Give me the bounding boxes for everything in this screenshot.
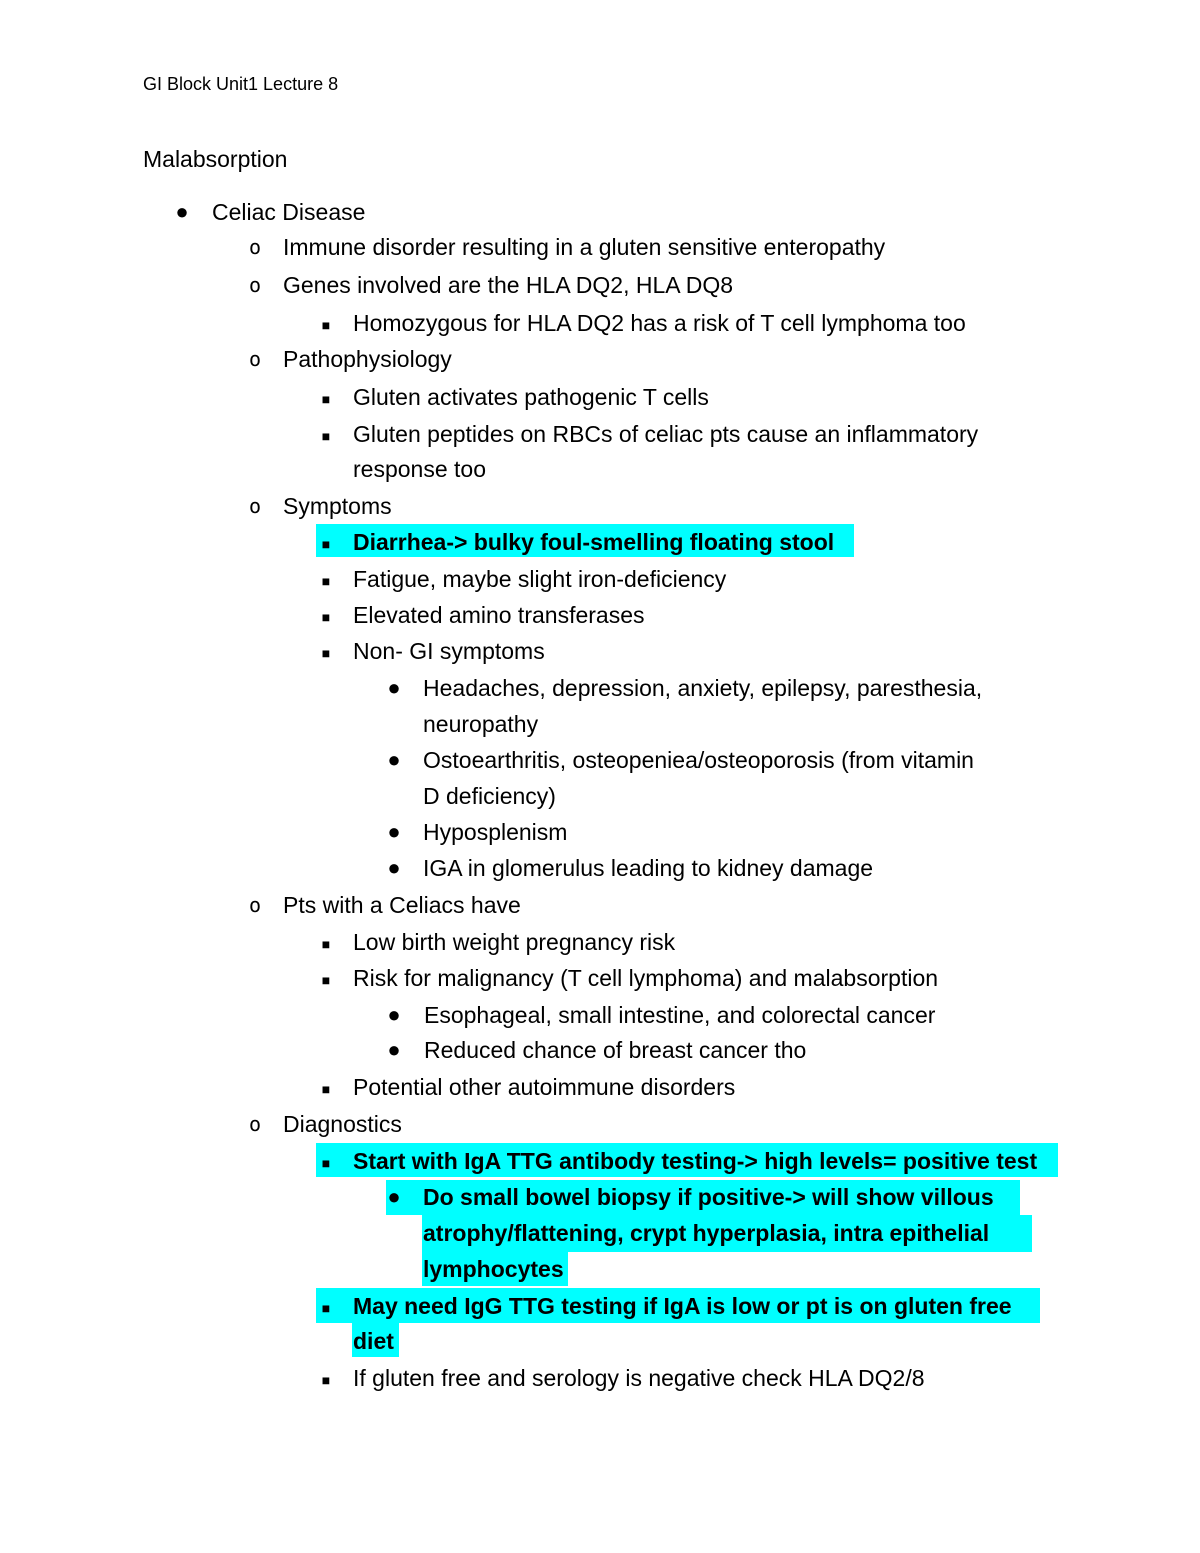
- bullet-circle-icon: o: [248, 273, 262, 297]
- bullet-square-icon: ■: [321, 936, 331, 952]
- list-item-biopsy-cont-2: lymphocytes: [423, 1256, 564, 1282]
- bullet-square-icon: ■: [321, 1155, 331, 1171]
- bullet-disc-icon: ●: [387, 819, 401, 844]
- bullet-circle-icon: o: [248, 893, 262, 917]
- bullet-square-icon: ■: [321, 1300, 331, 1316]
- bullet-disc-icon: ●: [387, 1037, 401, 1062]
- section-title: Malabsorption: [143, 146, 288, 172]
- list-item-headaches-cont: neuropathy: [423, 711, 539, 737]
- bullet-disc-icon: ●: [387, 747, 401, 772]
- page-header: GI Block Unit1 Lecture 8: [143, 74, 339, 94]
- document-page: GI Block Unit1 Lecture 8 Malabsorption ● Celiac Disease o Immune disorder resulting in a gluten sensitive enteropathy o Genes involved are the HLA DQ2, HLA DQ8 ■ Homozygous for HLA DQ2 has a risk of T cell lymphoma too o Pathophysiology ■ Gluten activates pathogenic T cells ■ Gluten peptides on RBCs of celiac pts cause an inflammatory response too o Symptoms ■ Diarrhea-> bulky foul-smelling floating stool ■ Fatigue, maybe slight iron-deficiency ■ Elevated amino transferases ■ Non- GI symptoms ● Headaches, depression, anxiety, epilepsy, paresthesia, neuropathy ● Ostoearthritis, osteopeniea/osteoporosis (from vitamin D deficiency) ● Hyposplenism ● IGA in glomerulus leading to kidney damage o Pts with a Celiacs have ■ Low birth weight pregnancy risk ■ Risk for malignancy (T cell lymphoma) and malabsorption ● Esophageal, small intestine, and colorectal cancer ● Reduced chance of breast cancer tho ■ Potential other autoimmune disorders o Diagnostics ■ Start with IgA TTG antibody testing-> high levels= positive test ● Do small bowel biopsy if positive-> will show villous atrophy/flattening, crypt hyperplasia, intra epithelial lymphocytes ■ May need IgG TTG testing if IgA is low or pt is on gluten free diet ■ If gluten free and serology is negative check HLA DQ2/8: [0, 0, 1200, 1553]
- list-item-osteoarthritis-cont: D deficiency): [423, 783, 556, 809]
- bullet-disc-icon: ●: [387, 675, 401, 700]
- bullet-square-icon: ■: [321, 1372, 331, 1388]
- bullet-square-icon: ■: [321, 645, 331, 661]
- bullet-square-icon: ■: [321, 428, 331, 444]
- bullet-square-icon: ■: [321, 391, 331, 407]
- bullet-square-icon: ■: [321, 317, 331, 333]
- bullet-circle-icon: o: [248, 494, 262, 518]
- bullet-circle-icon: o: [248, 1112, 262, 1136]
- list-item-biopsy-cont-1: atrophy/flattening, crypt hyperplasia, intra epithelial: [423, 1220, 990, 1246]
- list-item-igg-ttg-cont: diet: [353, 1328, 394, 1354]
- bullet-disc-icon: ●: [387, 1184, 401, 1209]
- bullet-circle-icon: o: [248, 347, 262, 371]
- bullet-square-icon: ■: [321, 573, 331, 589]
- bullet-square-icon: ■: [321, 1081, 331, 1097]
- bullet-square-icon: ■: [321, 972, 331, 988]
- bullet-circle-icon: o: [248, 235, 262, 259]
- bullet-disc-icon: ●: [387, 855, 401, 880]
- bullet-disc-icon: ●: [387, 1002, 401, 1027]
- bullet-disc-icon: ●: [175, 199, 189, 224]
- bullet-square-icon: ■: [321, 536, 331, 552]
- bullet-square-icon: ■: [321, 609, 331, 625]
- list-item-gluten-peptides-cont: response too: [353, 456, 486, 482]
